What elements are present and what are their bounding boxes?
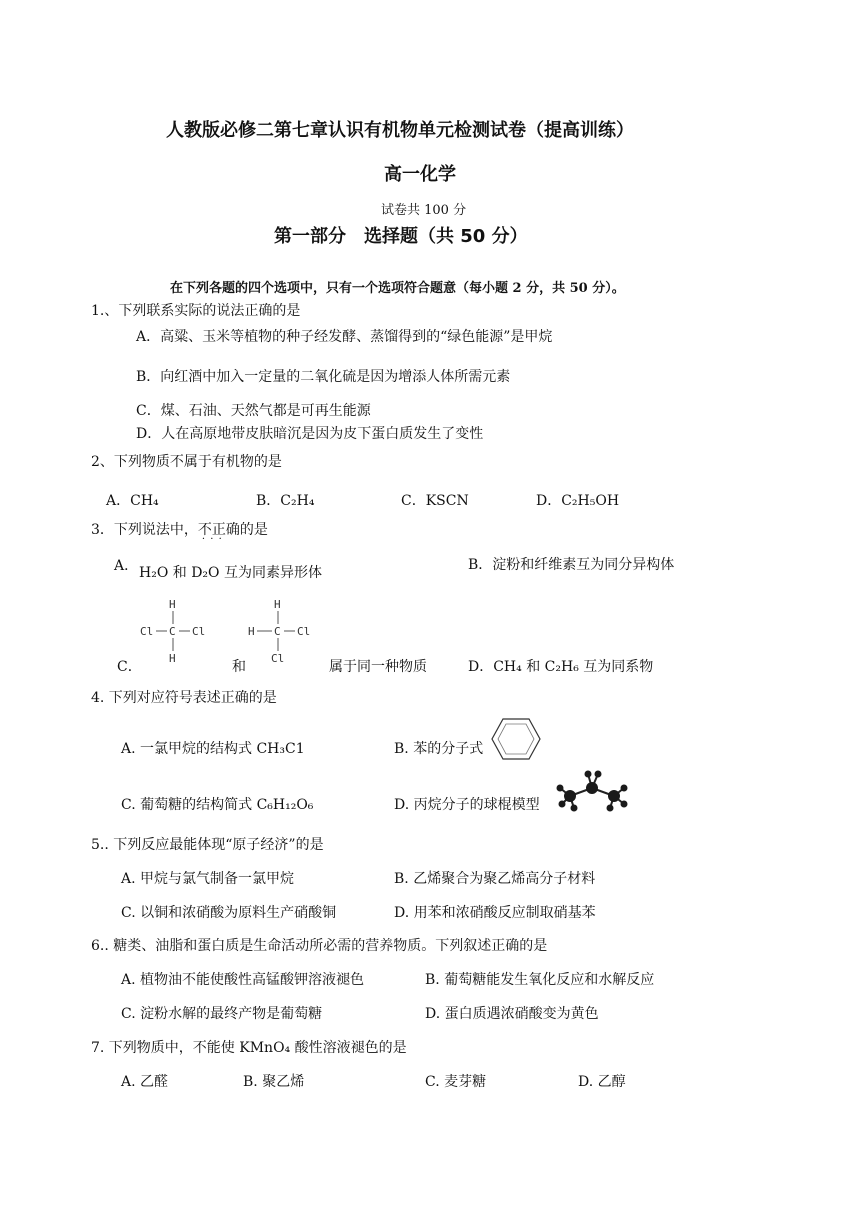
q1-option-d: D．人在高原地带皮肤暗沉是因为皮下蛋白质发生了变性 bbox=[136, 426, 484, 442]
atom-c: C bbox=[274, 625, 281, 638]
q2-option-d: D．C₂H₅OH bbox=[536, 493, 620, 509]
q3-option-c-and: 和 bbox=[232, 659, 246, 675]
q3-stem bbox=[91, 519, 268, 539]
q4-option-c: C. 葡萄糖的结构简式 C₆H₁₂O₆ bbox=[121, 797, 314, 813]
q1-option-a: A．高粱、玉米等植物的种子经发酵、蒸馏得到的“绿色能源”是甲烷 bbox=[136, 329, 553, 345]
q6-option-c: C. 淀粉水解的最终产物是葡萄糖 bbox=[121, 1006, 323, 1022]
dichloromethane-structure-1 bbox=[138, 596, 228, 666]
exam-title: 人教版必修二第七章认识有机物单元检测试卷（提高训练） bbox=[166, 120, 634, 141]
q3-stem-pre: 3．下列说法中， bbox=[91, 522, 198, 538]
q7-option-d: D. 乙醇 bbox=[578, 1074, 626, 1090]
total-score: 试卷共 100 分 bbox=[381, 203, 467, 218]
q5-option-a: A. 甲烷与氯气制备一氯甲烷 bbox=[121, 871, 295, 887]
q6-option-b: B. 葡萄糖能发生氧化反应和水解反应 bbox=[425, 972, 655, 988]
atom-cl-left: Cl bbox=[140, 625, 154, 638]
atom-h-bottom: H bbox=[169, 652, 176, 665]
q3-option-a-text: H₂O 和 D₂O 互为同素异形体 bbox=[139, 565, 322, 581]
q4-option-a: A. 一氯甲烷的结构式 CH₃C1 bbox=[121, 741, 305, 757]
q6-option-d: D. 蛋白质遇浓硝酸变为黄色 bbox=[425, 1006, 599, 1022]
q4-stem: 4. 下列对应符号表述正确的是 bbox=[91, 690, 277, 706]
q5-stem: 5.. 下列反应最能体现“原子经济”的是 bbox=[91, 837, 324, 853]
q2-option-b: B．C₂H₄ bbox=[256, 493, 315, 509]
atom-cl-right: Cl bbox=[297, 625, 311, 638]
q3-stem-emphasis: 不正确 · · · bbox=[198, 522, 240, 538]
instruction: 在下列各题的四个选项中，只有一个选项符合题意（每小题 2 分，共 50 分）。 bbox=[170, 281, 625, 296]
dichloromethane-structure-2 bbox=[246, 596, 326, 666]
q4-option-b: B. 苯的分子式 bbox=[394, 741, 484, 757]
q3-option-b: B．淀粉和纤维素互为同分异构体 bbox=[468, 557, 675, 573]
subject-title: 高一化学 bbox=[384, 164, 456, 185]
benzene-ring-icon bbox=[490, 716, 542, 762]
q3-stem-post: 的是 bbox=[239, 522, 268, 538]
q3-option-c-label: C． bbox=[117, 659, 142, 675]
q1-option-c: C．煤、石油、天然气都是可再生能源 bbox=[136, 403, 371, 419]
q1-stem: 1.、下列联系实际的说法正确的是 bbox=[91, 303, 301, 319]
q4-option-d: D. 丙烷分子的球棍模型 bbox=[394, 797, 540, 813]
atom-h-top: H bbox=[274, 598, 281, 611]
q7-option-a: A. 乙醛 bbox=[121, 1074, 169, 1090]
q5-option-b: B. 乙烯聚合为聚乙烯高分子材料 bbox=[394, 871, 596, 887]
atom-h-top: H bbox=[169, 598, 176, 611]
q1-option-b: B．向红酒中加入一定量的二氧化硫是因为增添人体所需元素 bbox=[136, 369, 511, 385]
q2-stem: 2、下列物质不属于有机物的是 bbox=[91, 454, 282, 470]
q3-option-a-label: A． bbox=[114, 558, 139, 574]
q2-option-c: C．KSCN bbox=[401, 493, 469, 509]
q6-stem: 6.. 糖类、油脂和蛋白质是生命活动所必需的营养物质。下列叙述正确的是 bbox=[91, 938, 548, 954]
q3-option-d: D．CH₄ 和 C₂H₆ 互为同系物 bbox=[468, 659, 654, 675]
atom-h-left: H bbox=[248, 625, 255, 638]
atom-cl-right: Cl bbox=[192, 625, 206, 638]
q2-option-a: A．CH₄ bbox=[106, 493, 159, 509]
q5-option-d: D. 用苯和浓硝酸反应制取硝基苯 bbox=[394, 905, 596, 921]
q7-stem: 7. 下列物质中，不能使 KMnO₄ 酸性溶液褪色的是 bbox=[91, 1040, 407, 1056]
q7-option-c: C. 麦芽糖 bbox=[425, 1074, 487, 1090]
atom-cl-bottom: Cl bbox=[271, 652, 285, 665]
q7-option-b: B. 聚乙烯 bbox=[243, 1074, 305, 1090]
atom-c: C bbox=[169, 625, 176, 638]
propane-ball-stick-model-icon bbox=[552, 766, 632, 816]
section-title: 第一部分 选择题（共 50 分） bbox=[274, 226, 528, 247]
q6-option-a: A. 植物油不能使酸性高锰酸钾溶液褪色 bbox=[121, 972, 365, 988]
q3-option-c-text: 属于同一种物质 bbox=[329, 659, 427, 675]
q5-option-c: C. 以铜和浓硝酸为原料生产硝酸铜 bbox=[121, 905, 337, 921]
